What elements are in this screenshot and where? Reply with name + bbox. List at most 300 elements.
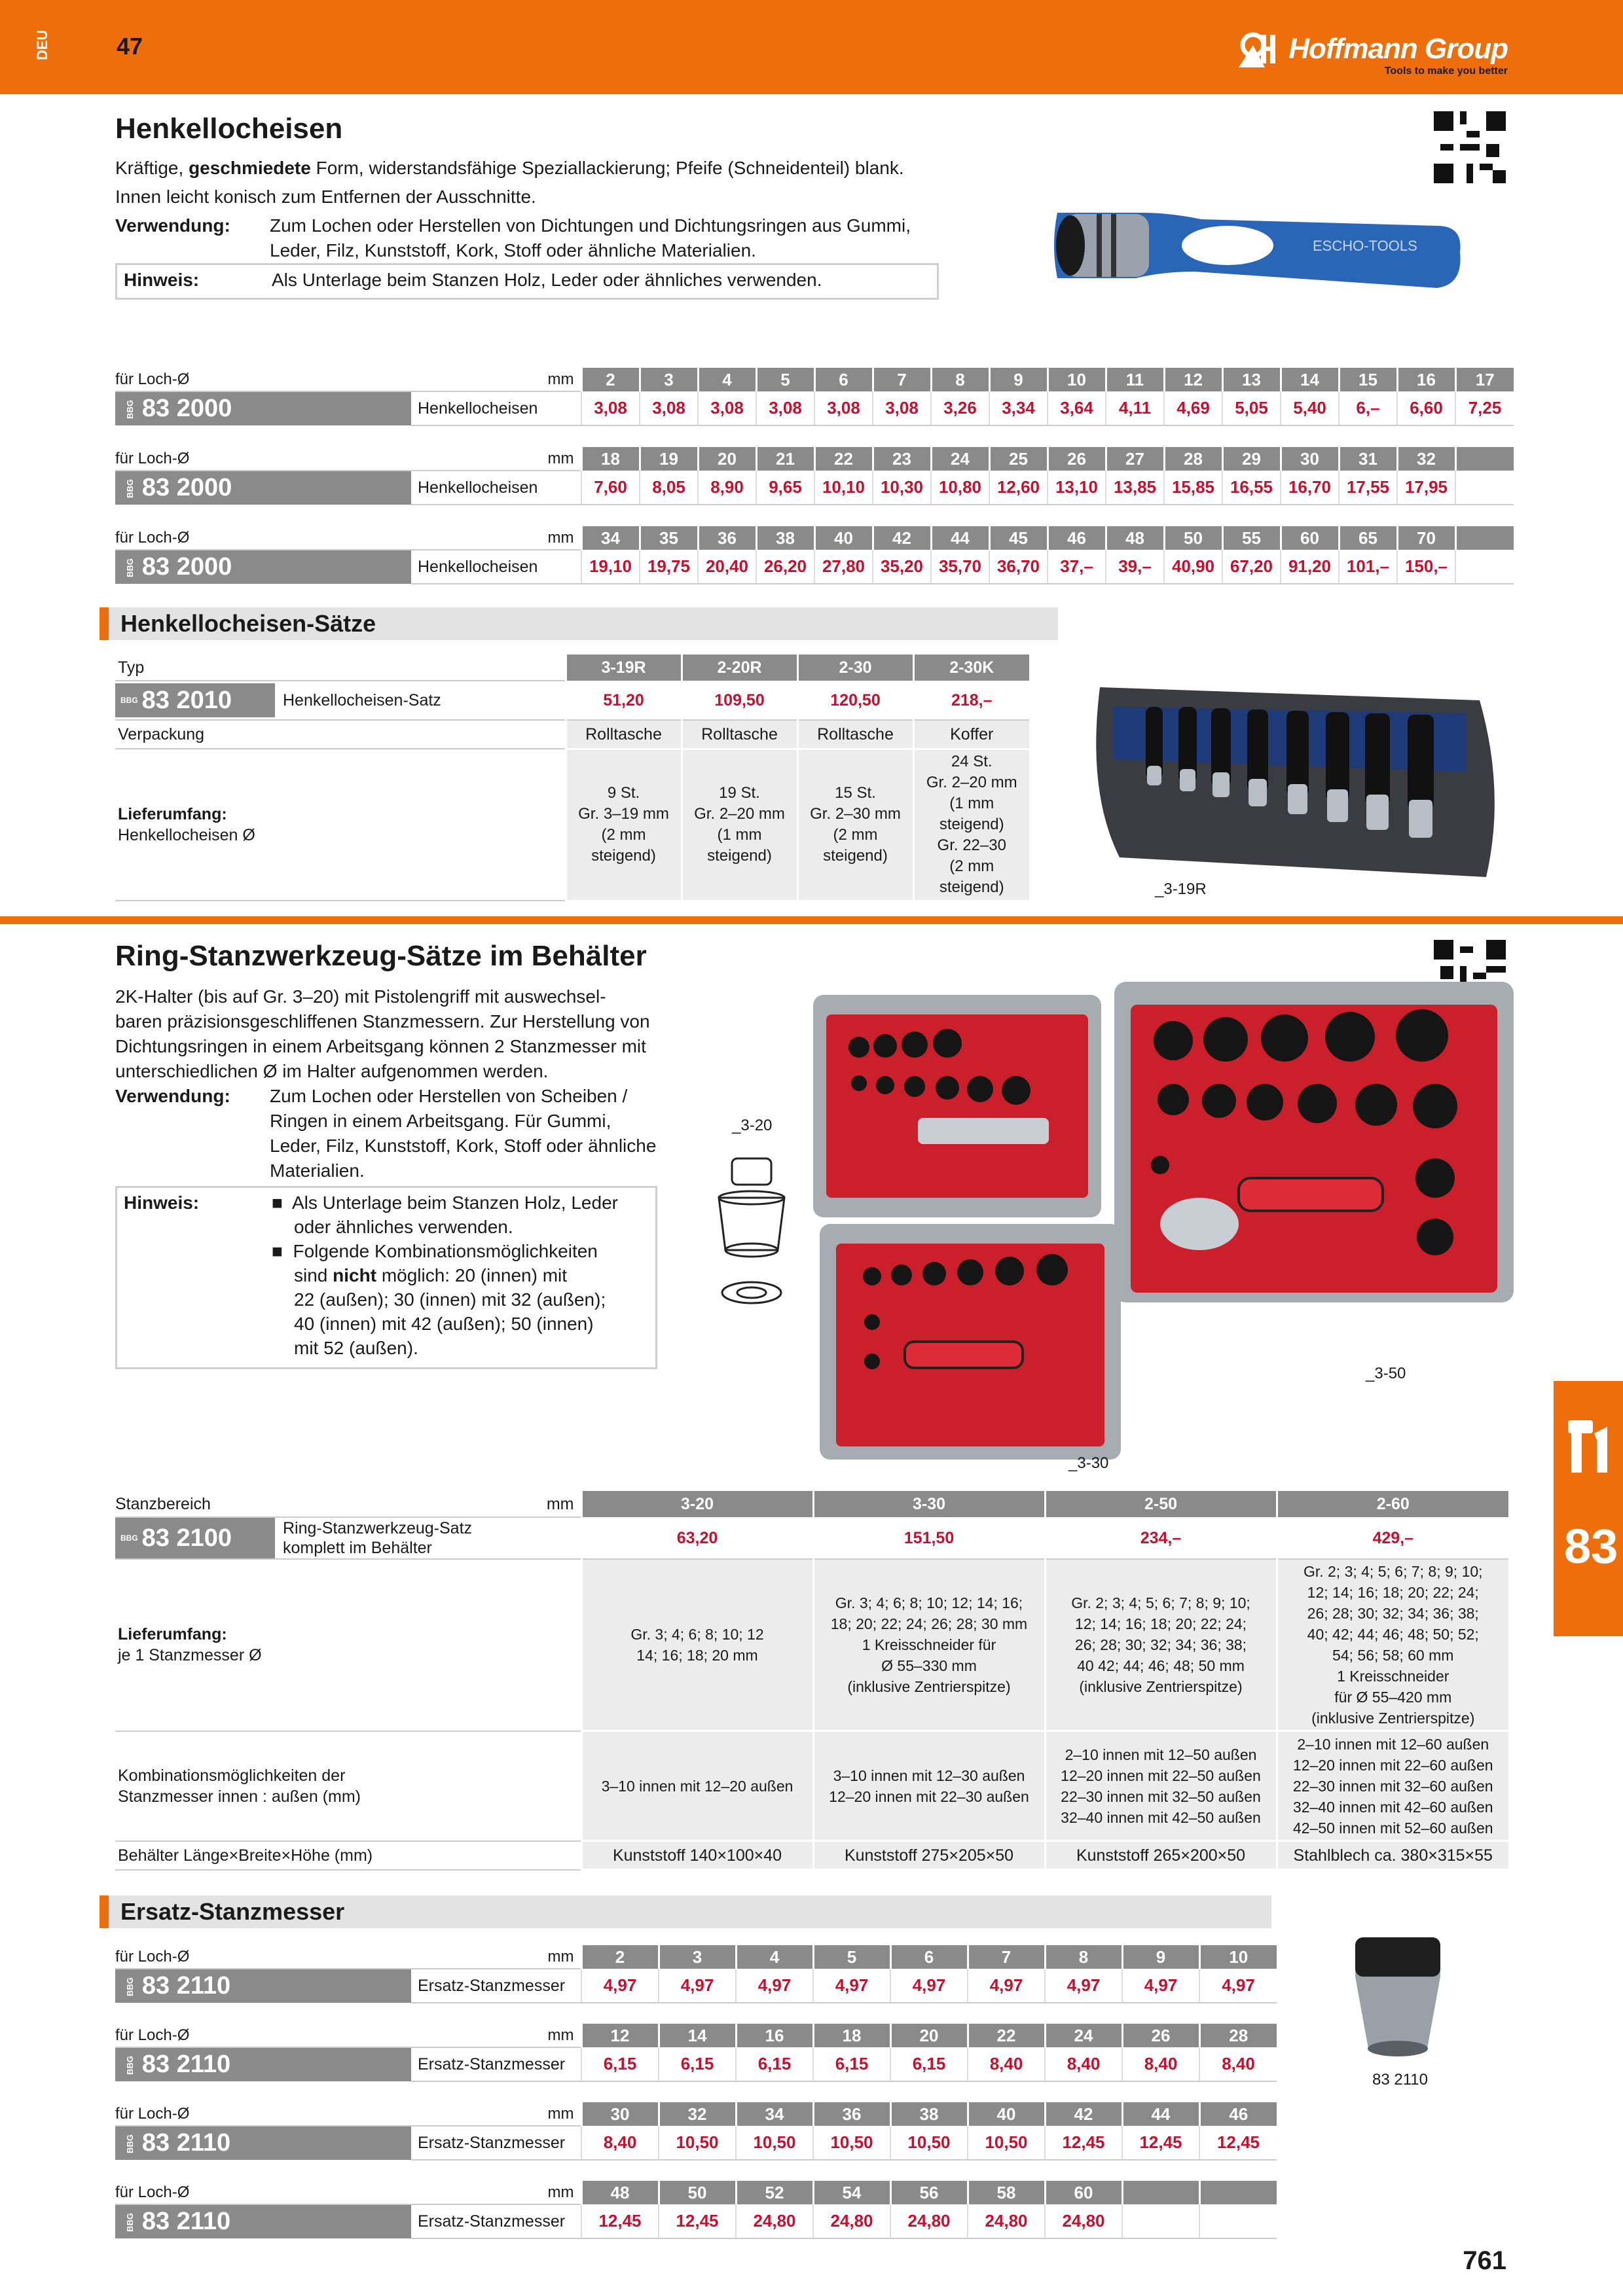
brand-name: Hoffmann Group	[1288, 33, 1508, 65]
price: 4,97	[581, 1969, 659, 2003]
price: 7,60	[581, 471, 640, 505]
cell-line: 12–20 innen mit 22–30 außen	[829, 1787, 1029, 1805]
type-header: 2-30	[797, 655, 913, 681]
size-header: 32	[1397, 447, 1455, 471]
price-table	[115, 1945, 1277, 2003]
price: 12,45	[1122, 2126, 1199, 2160]
cell-line: 2–10 innen mit 12–50 außen	[1065, 1746, 1257, 1763]
unit-label: mm	[411, 526, 581, 550]
price-table	[115, 526, 1514, 584]
qr-code-icon[interactable]	[1434, 111, 1506, 183]
size-header: 48	[581, 2181, 659, 2204]
saetze-table	[115, 655, 1029, 902]
cell-line: Gr. 2; 3; 4; 5; 6; 7; 8; 9; 10;	[1071, 1594, 1250, 1611]
cell-line: steigend)	[939, 816, 1004, 833]
size-header: 36	[813, 2102, 890, 2126]
price: 8,90	[698, 471, 756, 505]
cell-line: (inklusive Zentrierspitze)	[847, 1678, 1011, 1695]
size-header: 34	[581, 526, 640, 550]
size-header: 7	[873, 368, 931, 391]
combination-content	[813, 1731, 1045, 1841]
price: 429,–	[1277, 1517, 1508, 1559]
price: 10,30	[873, 471, 931, 505]
cell-line: 18; 20; 22; 24; 26; 28; 30 mm	[830, 1615, 1028, 1632]
price: 19,10	[581, 550, 640, 584]
hole-diameter-label: für Loch-Ø	[115, 2102, 411, 2126]
chapter-tab[interactable]	[1554, 1381, 1623, 1636]
type-header: 3-19R	[566, 655, 682, 681]
combination-content	[1277, 1731, 1508, 1841]
article-number: BBG 83 2100	[115, 1518, 275, 1558]
size-header: 17	[1455, 368, 1514, 391]
cell-line: 22–30 innen mit 32–60 außen	[1292, 1777, 1493, 1795]
image-caption-3-30: _3-30	[1068, 1454, 1109, 1472]
page-header	[0, 0, 1623, 94]
size-header: 38	[756, 526, 814, 550]
size-header: 5	[756, 368, 814, 391]
size-header: 55	[1222, 526, 1281, 550]
cell-line: 14; 16; 18; 20 mm	[636, 1647, 758, 1664]
size-header: 11	[1106, 368, 1164, 391]
price: 150,–	[1397, 550, 1455, 584]
delivery-content	[682, 749, 797, 901]
size-header: 48	[1106, 526, 1164, 550]
price: 8,40	[1045, 2047, 1122, 2081]
container-label: Behälter Länge×Breite×Höhe (mm)	[115, 1841, 581, 1870]
section-bar-saetze	[100, 607, 1058, 640]
size-header: 6	[814, 368, 873, 391]
article-number: BBG 83 2110	[115, 2126, 411, 2160]
ring-stanz-description: 2K-Halter (bis auf Gr. 3–20) mit Pistolengriff mit auswechsel- baren präzisionsgeschliffenen Stanzmessern. Zur Herstellung von Dichtungsringen in einem Arbeitsgang können 2 Stanzmesser mit unterschiedlichen Ø im Halter aufgenommen werden.	[115, 986, 650, 1081]
cell-line: 1 Kreisschneider für	[862, 1636, 996, 1653]
brand-tagline: Tools to make you better	[1384, 65, 1508, 77]
chapter-number: 83	[1564, 1519, 1618, 1573]
intro-line-2: Innen leicht konisch zum Entfernen der Ausschnitte.	[115, 187, 536, 207]
price-table	[115, 2102, 1277, 2161]
combination-content	[581, 1731, 813, 1841]
size-header: 20	[698, 447, 756, 471]
size-header: 31	[1339, 447, 1397, 471]
delivery-label: Lieferumfang: je 1 Stanzmesser Ø	[115, 1559, 581, 1731]
hole-diameter-label: für Loch-Ø	[115, 2181, 411, 2204]
delivery-content	[797, 749, 913, 901]
article-number: BBG 83 2000	[115, 550, 411, 584]
usage-row-2: Verwendung: Zum Lochen oder Herstellen von Scheiben / Ringen in einem Arbeitsgang. Für Gummi, Leder, Filz, Kunststoff, Kork, Stoff oder ähnliche Materialien.	[115, 1086, 657, 1181]
price: 3,08	[814, 391, 873, 425]
price: 24,80	[890, 2204, 968, 2238]
cell-line: (1 mm	[949, 795, 994, 812]
typ-label: Typ	[115, 655, 566, 681]
size-header: 60	[1045, 2181, 1122, 2204]
size-header: 45	[989, 526, 1048, 550]
size-header: 14	[1281, 368, 1339, 391]
size-header: 28	[1199, 2024, 1277, 2047]
hoffmann-logo-icon	[1235, 29, 1281, 69]
size-header: 46	[1199, 2102, 1277, 2126]
punch-tool-image	[1031, 173, 1509, 317]
price: 13,85	[1106, 471, 1164, 505]
size-header: 42	[1045, 2102, 1122, 2126]
article-description: Ersatz-Stanzmesser	[411, 2204, 581, 2238]
size-header: 38	[890, 2102, 968, 2126]
price: 20,40	[698, 550, 756, 584]
hole-diameter-label: für Loch-Ø	[115, 1945, 411, 1969]
size-header: 21	[756, 447, 814, 471]
article-description: Ersatz-Stanzmesser	[411, 1969, 581, 2003]
replacement-blade-image	[1342, 1924, 1453, 2068]
size-header: 8	[1045, 1945, 1122, 1969]
cell-line: Gr. 3; 4; 6; 8; 10; 12; 14; 16;	[835, 1594, 1023, 1611]
size-header: 22	[968, 2024, 1045, 2047]
intro-line-1: Kräftige, geschmiedete Form, widerstandsfähige Speziallackierung; Pfeife (Schneidenteil) blank.	[115, 158, 904, 178]
cell-line: 32–40 innen mit 42–50 außen	[1061, 1808, 1261, 1826]
cell-line: 12; 14; 16; 18; 20; 22; 24;	[1307, 1584, 1479, 1601]
price: 91,20	[1281, 550, 1339, 584]
size-header: 26	[1122, 2024, 1199, 2047]
type-header: 2-20R	[682, 655, 797, 681]
cell-line: Gr. 2–20 mm	[694, 805, 785, 823]
cell-line: steigend)	[939, 878, 1004, 896]
size-header: 4	[698, 368, 756, 391]
price: 4,97	[1122, 1969, 1199, 2003]
cell-line: Gr. 2–20 mm	[926, 774, 1017, 791]
price: 24,80	[813, 2204, 890, 2238]
price: 7,25	[1455, 391, 1514, 425]
size-header: 58	[968, 2181, 1045, 2204]
cell-line: 9 St.	[607, 784, 640, 802]
price-table	[115, 447, 1514, 505]
size-header: 26	[1048, 447, 1106, 471]
size-header: 36	[698, 526, 756, 550]
price: 40,90	[1164, 550, 1222, 584]
price: 37,–	[1048, 550, 1106, 584]
delivery-content	[566, 749, 682, 901]
hint-box-2: Hinweis: ■ Als Unterlage beim Stanzen Holz, Leder oder ähnliches verwenden. ■ Folgende Kombinationsmöglichkeiten sind nicht möglich: 20 (innen) mit 22 (außen); 30 (innen) mit 32 (außen); 40 (innen) mit 42 (außen); 50 (innen) mit 52 (außen).	[115, 1186, 657, 1369]
size-header: 28	[1164, 447, 1222, 471]
section-title-ersatz: Ersatz-Stanzmesser	[120, 1898, 345, 1925]
cell-line: 40; 42; 44; 46; 48; 50; 52;	[1307, 1626, 1479, 1643]
delivery-content	[1045, 1559, 1277, 1731]
size-header: 42	[873, 526, 931, 550]
price: 120,50	[797, 681, 913, 720]
size-header: 23	[873, 447, 931, 471]
size-header: 9	[1122, 1945, 1199, 1969]
size-header: 29	[1222, 447, 1281, 471]
size-header: 18	[813, 2024, 890, 2047]
packaging-label: Verpackung	[115, 720, 566, 749]
price: 35,20	[873, 550, 931, 584]
size-header: 30	[1281, 447, 1339, 471]
delivery-content	[913, 749, 1029, 901]
cell-line: 40 42; 44; 46; 48; 50 mm	[1077, 1657, 1245, 1674]
price: 109,50	[682, 681, 797, 720]
price: 8,40	[1199, 2047, 1277, 2081]
type-header: 2-30K	[913, 655, 1029, 681]
ring-stanz-table	[115, 1491, 1508, 1871]
price: 10,50	[736, 2126, 813, 2160]
size-header: 35	[640, 526, 698, 550]
price: 4,97	[968, 1969, 1045, 2003]
price: 6,15	[813, 2047, 890, 2081]
cell-line: 12–20 innen mit 22–60 außen	[1292, 1756, 1493, 1774]
price: 51,20	[566, 681, 682, 720]
price: 234,–	[1045, 1517, 1277, 1559]
size-header: 22	[814, 447, 873, 471]
cell-line: 26; 28; 30; 32; 34; 36; 38;	[1307, 1605, 1479, 1622]
type-header: 2-60	[1277, 1491, 1508, 1517]
image-caption-3-19r: _3-19R	[1155, 880, 1207, 898]
price: 6,15	[659, 2047, 736, 2081]
size-header: 34	[736, 2102, 813, 2126]
brand-logo	[1235, 26, 1508, 77]
price: 3,34	[989, 391, 1048, 425]
price: 5,40	[1281, 391, 1339, 425]
image-caption-3-50: _3-50	[1366, 1365, 1406, 1382]
price: 8,40	[581, 2126, 659, 2160]
price: 24,80	[968, 2204, 1045, 2238]
size-header: 3	[659, 1945, 736, 1969]
price: 10,50	[813, 2126, 890, 2160]
cell-line: 19 St.	[719, 784, 760, 802]
cell-line: 1 Kreisschneider	[1337, 1668, 1450, 1685]
price: 4,11	[1106, 391, 1164, 425]
size-header: 2	[581, 368, 640, 391]
cell-line: Gr. 2–30 mm	[810, 805, 901, 823]
unit-label: mm	[411, 2024, 581, 2047]
ring-punch-sets-image	[807, 969, 1520, 1466]
price-table	[115, 368, 1514, 426]
delivery-content	[1277, 1559, 1508, 1731]
article-description: Henkellocheisen	[411, 471, 581, 505]
price: 13,10	[1048, 471, 1106, 505]
container-spec: Stahlblech ca. 380×315×55	[1277, 1841, 1508, 1870]
article-description: Henkellocheisen	[411, 391, 581, 425]
size-header: 70	[1397, 526, 1455, 550]
packaging: Rolltasche	[797, 720, 913, 749]
price: 8,40	[968, 2047, 1045, 2081]
packaging: Koffer	[913, 720, 1029, 749]
section-title-ring-stanz: Ring-Stanzwerkzeug-Sätze im Behälter	[115, 940, 647, 972]
price: 6,60	[1397, 391, 1455, 425]
cell-line: Gr. 3; 4; 6; 8; 10; 12	[630, 1626, 764, 1643]
price: 16,55	[1222, 471, 1281, 505]
size-header: 13	[1222, 368, 1281, 391]
article-description: Ring-Stanzwerkzeug-Satz komplett im Behälter	[283, 1519, 473, 1557]
size-header: 52	[736, 2181, 813, 2204]
hint-box: Hinweis: Als Unterlage beim Stanzen Holz, Leder oder ähnliches verwenden.	[115, 263, 939, 300]
price: 10,80	[931, 471, 989, 505]
article-cell	[115, 681, 566, 720]
price: 17,95	[1397, 471, 1455, 505]
size-header: 24	[1045, 2024, 1122, 2047]
hole-diameter-label: für Loch-Ø	[115, 447, 411, 471]
article-description: Ersatz-Stanzmesser	[411, 2047, 581, 2081]
cell-line: Ø 55–330 mm	[881, 1657, 977, 1674]
price: 3,64	[1048, 391, 1106, 425]
price: 10,50	[968, 2126, 1045, 2160]
size-header: 4	[736, 1945, 813, 1969]
price: 17,55	[1339, 471, 1397, 505]
size-header: 16	[1397, 368, 1455, 391]
holder-drawing-image	[706, 1152, 797, 1316]
size-header: 25	[989, 447, 1048, 471]
price: 4,97	[1045, 1969, 1122, 2003]
article-number: BBG 83 2010	[115, 683, 275, 717]
article-number: BBG 83 2110	[115, 2204, 411, 2238]
section-page-label: 47	[117, 33, 143, 60]
size-header: 10	[1048, 368, 1106, 391]
price: 12,60	[989, 471, 1048, 505]
size-header: 32	[659, 2102, 736, 2126]
size-header: 5	[813, 1945, 890, 1969]
price: 6,15	[581, 2047, 659, 2081]
container-spec: Kunststoff 140×100×40	[581, 1841, 813, 1870]
cell-line: (2 mm	[949, 857, 994, 875]
price: 36,70	[989, 550, 1048, 584]
size-header: 12	[1164, 368, 1222, 391]
cell-line: (1 mm	[717, 826, 762, 844]
cell-line: Gr. 2; 3; 4; 5; 6; 7; 8; 9; 10;	[1303, 1563, 1483, 1580]
size-header: 10	[1199, 1945, 1277, 1969]
size-header: 40	[968, 2102, 1045, 2126]
price-table	[115, 2181, 1277, 2239]
price: 3,08	[756, 391, 814, 425]
cell-line: Gr. 3–19 mm	[578, 805, 669, 823]
section-bar-ersatz	[100, 1895, 1271, 1928]
unit-label: mm	[411, 368, 581, 391]
packaging: Rolltasche	[682, 720, 797, 749]
container-spec: Kunststoff 275×205×50	[813, 1841, 1045, 1870]
price: 4,97	[1199, 1969, 1277, 2003]
size-header: 15	[1339, 368, 1397, 391]
delivery-content	[581, 1559, 813, 1731]
price: 4,97	[736, 1969, 813, 2003]
price: 4,69	[1164, 391, 1222, 425]
delivery-content	[813, 1559, 1045, 1731]
size-header: 65	[1339, 526, 1397, 550]
cell-line: für Ø 55–420 mm	[1334, 1689, 1452, 1706]
size-header: 44	[1122, 2102, 1199, 2126]
size-header: 3	[640, 368, 698, 391]
price: 4,97	[813, 1969, 890, 2003]
price: 12,45	[659, 2204, 736, 2238]
price-table	[115, 2024, 1277, 2082]
article-description: Henkellocheisen-Satz	[283, 691, 441, 709]
cell-line: steigend)	[707, 847, 772, 865]
size-header: 9	[989, 368, 1048, 391]
size-header: 16	[736, 2024, 813, 2047]
hole-diameter-label: für Loch-Ø	[115, 526, 411, 550]
price: 3,26	[931, 391, 989, 425]
page-number: 761	[1463, 2246, 1506, 2275]
price: 10,50	[890, 2126, 968, 2160]
cell-line: steigend)	[823, 847, 888, 865]
price: 12,45	[1045, 2126, 1122, 2160]
article-cell	[115, 1517, 581, 1559]
price: 9,65	[756, 471, 814, 505]
price: 15,85	[1164, 471, 1222, 505]
size-header: 12	[581, 2024, 659, 2047]
article-number: BBG 83 2110	[115, 1969, 411, 2003]
delivery-label: Lieferumfang: Henkellocheisen Ø	[115, 749, 566, 901]
packaging: Rolltasche	[566, 720, 682, 749]
section-title-henkellocheisen: Henkellocheisen	[115, 113, 343, 145]
image-caption-3-20: _3-20	[732, 1117, 773, 1134]
cell-line: (2 mm	[601, 826, 646, 844]
unit-label: mm	[411, 2102, 581, 2126]
price: 4,97	[659, 1969, 736, 2003]
size-header: 30	[581, 2102, 659, 2126]
size-header: 14	[659, 2024, 736, 2047]
cell-line: 24 St.	[951, 753, 993, 770]
price: 63,20	[581, 1517, 813, 1559]
price: 218,–	[913, 681, 1029, 720]
cell-line: 22–30 innen mit 32–50 außen	[1061, 1787, 1261, 1805]
price: 39,–	[1106, 550, 1164, 584]
unit-label: mm	[411, 1945, 581, 1969]
type-header: 3-30	[813, 1491, 1045, 1517]
price: 12,45	[581, 2204, 659, 2238]
cell-line: 3–10 innen mit 12–30 außen	[833, 1767, 1025, 1784]
type-header: 3-20	[581, 1491, 813, 1517]
price: 10,50	[659, 2126, 736, 2160]
cell-line: 15 St.	[835, 784, 876, 802]
price: 6,15	[736, 2047, 813, 2081]
size-header: 27	[1106, 447, 1164, 471]
size-header: 44	[931, 526, 989, 550]
image-caption-83-2110: 83 2110	[1372, 2071, 1428, 2089]
language-code: DEU	[34, 29, 50, 60]
cell-line: (2 mm	[833, 826, 878, 844]
price: 151,50	[813, 1517, 1045, 1559]
tool-category-icon	[1568, 1414, 1614, 1479]
article-number: BBG 83 2000	[115, 391, 411, 425]
price: 35,70	[931, 550, 989, 584]
article-description: Henkellocheisen	[411, 550, 581, 584]
cell-line: steigend)	[591, 847, 656, 865]
size-header: 2	[581, 1945, 659, 1969]
article-number: BBG 83 2110	[115, 2047, 411, 2081]
article-description: Ersatz-Stanzmesser	[411, 2126, 581, 2160]
price: 8,40	[1122, 2047, 1199, 2081]
tool-engraving: ESCHO-TOOLS	[1313, 238, 1417, 254]
section-divider	[0, 916, 1623, 924]
price: 4,97	[890, 1969, 968, 2003]
price: 16,70	[1281, 471, 1339, 505]
hole-diameter-label: für Loch-Ø	[115, 2024, 411, 2047]
size-header: 8	[931, 368, 989, 391]
combination-label: Kombinationsmöglichkeiten der Stanzmesser innen : außen (mm)	[115, 1731, 581, 1841]
cell-line: (inklusive Zentrierspitze)	[1311, 1710, 1475, 1727]
price: 3,08	[640, 391, 698, 425]
price: 24,80	[1045, 2204, 1122, 2238]
size-header: 18	[581, 447, 640, 471]
unit-label: mm	[411, 447, 581, 471]
size-header: 46	[1048, 526, 1106, 550]
price: 8,05	[640, 471, 698, 505]
price: 67,20	[1222, 550, 1281, 584]
cell-line: 12–20 innen mit 22–50 außen	[1061, 1767, 1261, 1784]
size-header: 54	[813, 2181, 890, 2204]
price: 101,–	[1339, 550, 1397, 584]
container-spec: Kunststoff 265×200×50	[1045, 1841, 1277, 1870]
cell-line: 12; 14; 16; 18; 20; 22; 24;	[1074, 1615, 1247, 1632]
price: 27,80	[814, 550, 873, 584]
cell-line: 32–40 innen mit 42–60 außen	[1292, 1798, 1493, 1816]
cell-line: 2–10 innen mit 12–60 außen	[1297, 1735, 1489, 1753]
size-header: 6	[890, 1945, 968, 1969]
size-header: 50	[659, 2181, 736, 2204]
